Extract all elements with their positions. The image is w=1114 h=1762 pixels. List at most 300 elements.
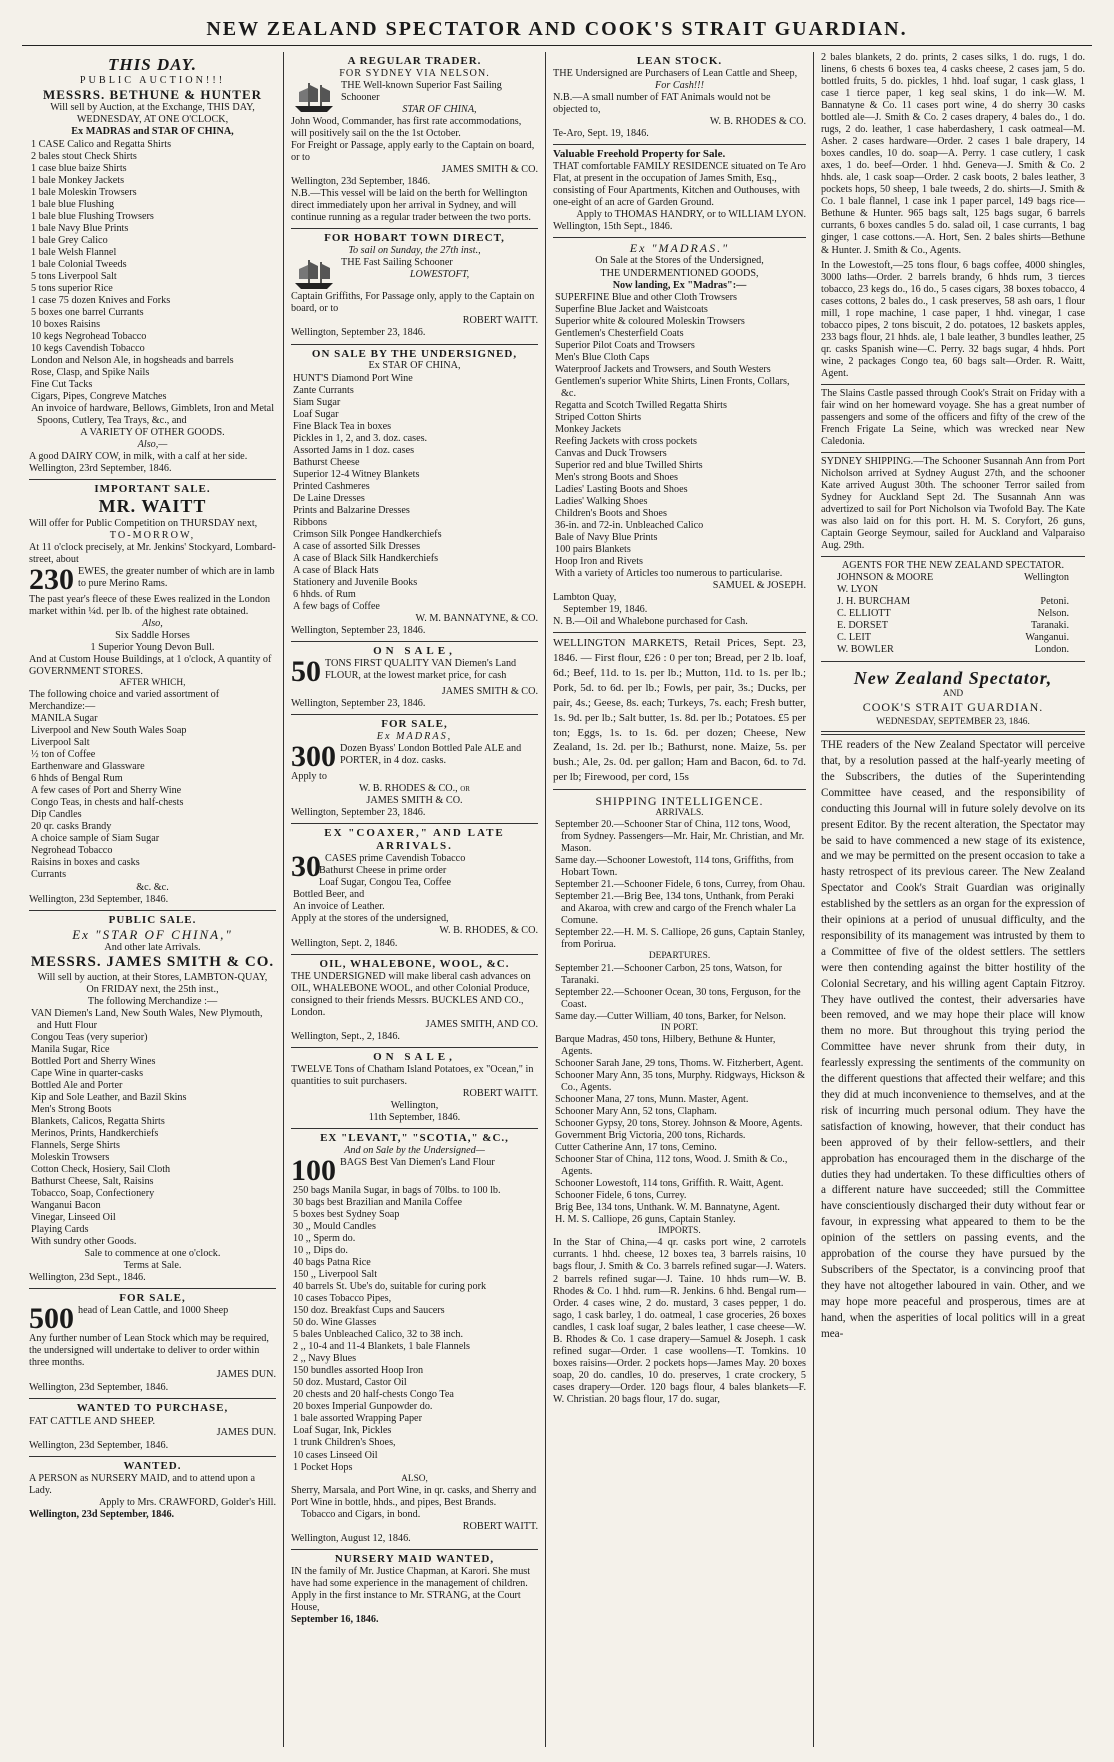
ad-head: EX "COAXER," AND LATE ARRIVALS. <box>324 827 505 853</box>
column-1 <box>22 52 284 1747</box>
ad-oil-whalebone <box>291 955 538 1048</box>
paper-and: AND <box>942 688 964 699</box>
ad-nb: N.B.—A small number of FAT Animals would not be objected to, <box>553 92 771 116</box>
ad-text: Apply to Mrs. CRAWFORD, Golder's Hill. <box>98 1496 276 1508</box>
list-item: September 22.—H. M. S. Calliope, 26 guns, Captain Stanley, from Porirua. <box>555 927 805 951</box>
ad-sig: JAMES SMITH & CO. <box>366 795 463 807</box>
list-item: Same day.—Schooner Lowestoft, 114 tons, Griffiths, from Hobart Town. <box>555 855 794 879</box>
list-item: Bottled Ale and Porter <box>31 1079 123 1091</box>
arrivals-head: ARRIVALS. <box>655 808 704 819</box>
ad-date: Wellington, 23d September, 1846. <box>29 893 169 905</box>
list-item: 100 pairs Blankets <box>555 544 631 556</box>
list-item: Superior white & coloured Moleskin Trowsers <box>555 315 745 327</box>
ad-head: ON SALE, <box>373 645 456 658</box>
list-item: A choice sample of Siam Sugar <box>31 833 160 845</box>
ad-text: THE Undersigned are Purchasers of Lean Cattle and Sheep, <box>553 67 798 79</box>
list-item: 1 bale blue Flushing Trowsers <box>31 210 154 222</box>
imports-continued: 2 bales blankets, 2 do. prints, 2 cases silks, 1 do. rugs, 1 do. linens, 6 chests 6 boxes tea, 4 casks cheese, 2 cases jam, 5 do. bottled fruits, 5 do. pickles, 1 hhd. loaf sugar, 1 cask glass, 1 case 1 tierce paper, 1 keg seal skins, 1 do ink—W. M. Bannatyne & Co. 11 cases port wine, 4 do sherry 30 casks bottled ale—J. Smith & Co. 2 cases drapery, 4 bales do., 1 do. rugs, 2 do. leather, 1 case haberdashery, 1 cask oatmeal—M. Asher. 2 cases hardware—Order. 2 cases 1 bale drapery, 14 boxes candles, 10 do. soap—A. Perry. 1 case cutlery, 1 cask axes, 1 do. beef—Order. 1 hhd. Geneva—J. Smith & Co. 2 hhds. ale, 1 cask soap—Order. 2 cask boots, 2 bales leather, 3 pockets hops, 50 sheep, 1 bale tweeds, 2 do. shirts—J. Smith & Co. 1 bale flannel, 1 case ink 1 paper parcel, 149 bags rice—Bethune & Hunter. 965 bags salt, 125 bags sugar, 6 barrels currants, 6 boxes candles 5 do. salad oil, 1 case currants, 1 bag ginger, 1 case cottons.—A. Hort, Sen. 2 bales shirts—Bethune & Hunter. J. Smith & Co., Agents. <box>821 52 1085 256</box>
list-item: Men's strong Boots and Shoes <box>555 472 678 484</box>
list-item: September 21.—Schooner Fidele, 6 tons, Currey, from Ohau. <box>555 879 806 891</box>
ad-intro: Will sell by Auction, at the Exchange, THIS DAY, WEDNESDAY, AT ONE O'CLOCK, <box>50 102 255 126</box>
ad-text: Dozen Byass' London Bottled Pale ALE and PORTER, in 4 doz. casks. <box>340 743 522 767</box>
list-item: Schooner Fidele, 6 tons, Currey. <box>555 1190 687 1202</box>
ad-sig: W. B. RHODES, & CO. <box>439 925 538 937</box>
agent-row <box>837 572 1069 584</box>
ad-hobart-town <box>291 229 538 344</box>
list-item: 10 cases Tobacco Pipes, <box>293 1293 392 1305</box>
list-item: 1 bale Moleskin Trowsers <box>31 186 137 198</box>
paper-title: New Zealand Spectator, <box>853 667 1053 688</box>
ad-text: head of Lean Cattle, and 1000 Sheep <box>78 1305 229 1317</box>
ad-date: Wellington, 23d September, 1846. <box>29 1508 175 1520</box>
list-item: 10 cases Linseed Oil <box>293 1449 378 1461</box>
ad-on-sale-flour <box>291 642 538 715</box>
list-item: 250 bags Manila Sugar, in bags of 70lbs. to 100 lb. <box>293 1184 501 1196</box>
item-list <box>29 139 276 428</box>
list-item: Striped Cotton Shirts <box>555 411 642 423</box>
ad-sig: ROBERT WAITT. <box>462 1520 538 1532</box>
list-item: A case of Black Silk Handkerchiefs <box>293 552 439 564</box>
list-item: 1 bale Navy Blue Prints <box>31 222 129 234</box>
list-item: 20 chests and 20 half-chests Congo Tea <box>293 1389 454 1401</box>
ad-text: TONS FIRST QUALITY VAN Diemen's Land FLOUR, at the lowest market price, for cash <box>325 658 517 682</box>
agent-row <box>837 584 1069 596</box>
ad-ex: Ex "MADRAS." <box>629 241 730 256</box>
agent-name: J. H. BURCHAM <box>837 596 911 608</box>
departures-head: DEPARTURES. <box>648 951 711 962</box>
ad-number: 100 <box>291 1153 336 1187</box>
list-item: Superior 12-4 Witney Blankets <box>293 468 420 480</box>
list-item: Pickles in 1, 2, and 3. doz. cases. <box>293 432 428 444</box>
list-item: 5 boxes one barrel Currants <box>31 306 144 318</box>
ad-important-sale <box>29 480 276 910</box>
ad-text: Will sell by auction, at their Stores, LAMBTON-QUAY, <box>37 971 268 983</box>
list-item: Men's Strong Boots <box>31 1103 112 1115</box>
list-item: Manila Sugar, Rice <box>31 1043 110 1055</box>
list-item: Government Brig Victoria, 200 tons, Richards. <box>555 1130 746 1142</box>
ad-date: 11th September, 1846. <box>368 1111 461 1123</box>
ad-sub: To sail on Sunday, the 27th inst., <box>348 245 481 257</box>
sydney-shipping: SYDNEY SHIPPING.—The Schooner Susannah Ann from Port Nicholson arrived at Sydney August 27th, and the schooner Kate arrived August 30th. The schooner Terror sailed from Sydney for Auckland Sept 2d. The Susannah Ann was advertized to sail for Port Nicholson via Twofold Bay. The Kate was also laid on for this port. H. M. S. Coryfort, 26 guns, Captain George Seymour, sailed for Auckland and Valparaiso Aug. 29th. <box>821 453 1085 557</box>
ad-head: IMPORTANT SALE. <box>94 483 211 496</box>
list-item: September 20.—Schooner Star of China, 112 tons, Wood, from Sydney. Passengers—Mr. Hair, Mr. Christian, and Mr. Mason. <box>555 819 805 855</box>
departures-list <box>553 963 806 1023</box>
list-item: 10 ,, Dips do. <box>293 1244 348 1256</box>
list-item: 10 ,, Sperm do. <box>293 1232 356 1244</box>
agent-place: Taranaki. <box>1030 620 1069 632</box>
ad-date: Wellington, 23d September, 1846. <box>291 176 431 188</box>
ad-text: At 11 o'clock precisely, at Mr. Jenkins' Stockyard, Lombard-street, about <box>29 541 276 565</box>
agent-place: Petoni. <box>1040 596 1069 608</box>
list-item: 20 qr. casks Brandy <box>31 821 112 833</box>
ad-levant-scotia <box>291 1129 538 1550</box>
list-item: A few cases of Port and Sherry Wine <box>31 785 182 797</box>
list-item: Rose, Clasp, and Spike Nails <box>31 367 150 379</box>
list-item: Fine Black Tea in boxes <box>293 420 392 432</box>
ad-sub: And on Sale by the Undersigned— <box>344 1144 485 1156</box>
ad-for-sale-cattle <box>29 1289 276 1398</box>
list-item: 6 hhds of Bengal Rum <box>31 773 123 785</box>
list-item: 5 tons superior Rice <box>31 282 113 294</box>
list-item: Cutter Catherine Ann, 17 tons, Cemino. <box>555 1142 717 1154</box>
ad-text: On FRIDAY next, the 25th inst., <box>86 983 219 995</box>
ad-text: Six Saddle Horses <box>115 629 190 641</box>
ad-head: LEAN STOCK. <box>636 55 723 67</box>
ad-head: FOR HOBART TOWN DIRECT, <box>324 232 505 245</box>
ad-number: 500 <box>29 1302 74 1336</box>
list-item: With a variety of Articles too numerous to particularise. <box>555 568 783 580</box>
list-item: Bathurst Cheese in prime order <box>319 865 447 877</box>
agents-list <box>821 572 1085 656</box>
list-item: De Laine Dresses <box>293 492 365 504</box>
ad-date: Wellington, Sept. 2, 1846. <box>291 937 398 949</box>
list-item: H. M. S. Calliope, 26 guns, Captain Stanley. <box>555 1214 736 1226</box>
ad-number: 300 <box>291 740 336 774</box>
ad-ex: Ex STAR OF CHINA, <box>368 360 461 372</box>
list-item: Bottled Beer, and <box>293 889 365 901</box>
ship-icon <box>291 257 337 291</box>
ad-text: BAGS Best Van Diemen's Land Flour <box>340 1156 495 1168</box>
list-item: Schooner Sarah Jane, 29 tons, Thoms. W. Fitzherbert, Agent. <box>555 1057 804 1069</box>
arrivals-list <box>553 819 806 951</box>
ad-ex: Ex MADRAS and STAR OF CHINA, <box>71 126 234 138</box>
list-item: 1 case blue baize Shirts <box>31 162 127 174</box>
shipping-head: SHIPPING INTELLIGENCE. <box>595 793 764 808</box>
ad-text: IN the family of Mr. Justice Chapman, at Karori. She must have had some experience in the management of children. <box>291 1565 531 1589</box>
ad-date: Wellington, September 23, 1846. <box>291 327 426 339</box>
ad-date: Wellington, Sept., 2, 1846. <box>291 1030 400 1042</box>
list-item: Gentlemen's superior White Shirts, Linen Fronts, Collars, &c. <box>555 375 790 399</box>
list-item: 1 bale Welsh Flannel <box>31 246 117 258</box>
masthead: NEW ZEALAND SPECTATOR AND COOK'S STRAIT GUARDIAN. <box>22 18 1092 46</box>
list-item: Regatta and Scotch Twilled Regatta Shirts <box>555 399 727 411</box>
list-item: Printed Cashmeres <box>293 480 370 492</box>
ad-firm: MESSRS. BETHUNE & HUNTER <box>42 87 263 103</box>
ad-text: CASES prime Cavendish Tobacco <box>325 853 466 865</box>
list-item: Earthenware and Glassware <box>31 761 145 773</box>
ad-sig: JAMES SMITH & CO. <box>441 686 538 698</box>
ad-head: OIL, WHALEBONE, WOOL, &C. <box>319 957 510 970</box>
agent-row <box>837 596 1069 608</box>
ad-sig: JAMES SMITH, AND CO. <box>425 1018 538 1030</box>
list-item: Blankets, Calicos, Regatta Shirts <box>31 1115 165 1127</box>
list-item: 2 bales stout Check Shirts <box>31 150 137 162</box>
list-item: Cotton Check, Hosiery, Sail Cloth <box>31 1164 171 1176</box>
list-item: 50 doz. Mustard, Castor Oil <box>293 1377 407 1389</box>
agent-row <box>837 608 1069 620</box>
slains-castle-note: The Slains Castle passed through Cook's Strait on Friday with a fair wind on her homeward voyage. She has a great number of passengers and some of the officers and fifty of the crew of the French Frigate La Seine, which was wrecked near New Caledonia. <box>821 385 1085 453</box>
list-item: VAN Diemen's Land, New South Wales, New Plymouth, and Hutt Flour <box>31 1007 263 1031</box>
ad-date: Wellington, 23d September, 1846. <box>29 1439 169 1451</box>
list-item: Ladies' Lasting Boots and Shoes <box>555 484 688 496</box>
ad-sig: W. M. BANNATYNE, & CO. <box>415 613 538 625</box>
ad-text: For Freight or Passage, apply early to the Captain on board, or to <box>291 140 535 164</box>
ad-wanted-to-purchase <box>29 1399 276 1457</box>
list-item: Superior red and blue Twilled Shirts <box>555 460 703 471</box>
list-item: Superior Pilot Coats and Trowsers <box>555 339 695 351</box>
ad-date: September 16, 1846. <box>291 1613 379 1625</box>
ad-text: EWES, the greater number of which are in lamb to pure Merino Rams. <box>78 565 275 589</box>
list-item: Loaf Sugar, Ink, Pickles <box>293 1425 392 1437</box>
paper-subtitle: COOK'S STRAIT GUARDIAN. <box>862 699 1044 714</box>
list-item: 1 Pocket Hops <box>293 1461 353 1473</box>
ad-text: THAT comfortable FAMILY RESIDENCE situated on Te Aro Flat, at present in the occupation of James Smith, Esq., consisting of Four Apartments, Kitchen and Outhouses, with one-eight of an acre of Garden Ground. <box>553 161 806 209</box>
agent-row <box>837 644 1069 656</box>
ad-text: Tobacco and Cigars, in bond. <box>301 1508 421 1520</box>
ad-head: A REGULAR TRADER. <box>347 55 482 67</box>
in-port-head: IN PORT. <box>660 1022 699 1033</box>
list-item: Kip and Sole Leather, and Bazil Skins <box>31 1091 187 1103</box>
ad-head: FOR SALE, <box>381 718 448 731</box>
list-item: Liverpool and New South Wales Soap <box>31 725 187 737</box>
ad-firm: MESSRS. JAMES SMITH & CO. <box>30 953 275 970</box>
agent-name: E. DORSET <box>837 620 888 632</box>
ad-nursery-maid <box>291 1550 538 1630</box>
ad-head: EX "LEVANT," "SCOTIA," &C., <box>320 1131 509 1144</box>
list-item: 1 bale blue Flushing <box>31 198 114 210</box>
list-item: Assorted Jams in 1 doz. cases <box>293 444 415 456</box>
list-item: Currants <box>31 869 67 881</box>
ad-text: Sale to commence at one o'clock. <box>84 1248 221 1260</box>
ad-text: Apply to <box>291 771 327 783</box>
ad-text: The following choice and varied assortment of Merchandize:— <box>29 689 220 713</box>
ad-sig: JAMES SMITH & CO. <box>441 164 538 176</box>
list-item: Raisins in boxes and casks <box>31 857 140 869</box>
ad-nb: N. B.—Oil and Whalebone purchased for Cash. <box>553 616 748 628</box>
list-item: Congo Teas, in chests and half-chests <box>31 797 184 809</box>
ad-date: Wellington, <box>390 1099 439 1111</box>
list-item: London and Nelson Ale, in hogsheads and barrels <box>31 355 234 367</box>
list-item: Vinegar, Linseed Oil <box>31 1212 116 1224</box>
ad-sig: JAMES DUN. <box>216 1427 276 1439</box>
list-item: Reefing Jackets with cross pockets <box>555 435 698 447</box>
ad-head: WANTED TO PURCHASE, <box>76 1401 229 1414</box>
ad-number: 230 <box>29 562 74 596</box>
item-list <box>29 713 276 881</box>
ad-text: THE Fast Sailing Schooner <box>341 257 453 269</box>
agent-name: JOHNSON & MOORE <box>837 572 934 584</box>
ad-route: FOR SYDNEY VIA NELSON. <box>339 67 490 79</box>
list-item: Canvas and Duck Trowsers <box>555 447 667 459</box>
ad-date: Wellington, September 23, 1846. <box>291 807 426 819</box>
list-item: September 21.—Brig Bee, 134 tons, Unthank, from Peraki and Akaroa, with crew and cargo of the French whaler La Comune. <box>555 891 796 927</box>
list-item: Cigars, Pipes, Congreve Matches <box>31 391 167 403</box>
list-item: Moleskin Trowsers <box>31 1152 110 1164</box>
list-item: 36-in. and 72-in. Unbleached Calico <box>555 520 704 532</box>
list-item: Playing Cards <box>31 1224 89 1236</box>
list-item: SUPERFINE Blue and other Cloth Trowsers <box>555 291 737 303</box>
list-item: With sundry other Goods. <box>31 1236 137 1248</box>
ad-on-sale-undersigned <box>291 345 538 643</box>
ad-date: September 19, 1846. <box>563 604 648 616</box>
list-item: 5 bales Unbleached Calico, 32 to 38 inch. <box>293 1329 464 1341</box>
list-item: 10 kegs Cavendish Tobacco <box>31 343 145 355</box>
ad-sub: And other late Arrivals. <box>104 941 201 953</box>
paper-dateline: WEDNESDAY, SEPTEMBER 23, 1846. <box>876 716 1030 727</box>
list-item: A case of Black Hats <box>293 565 379 576</box>
list-item: 40 barrels St. Ube's do, suitable for curing pork <box>293 1281 487 1293</box>
list-item: 2 ,, 10-4 and 11-4 Blankets, 1 bale Flannels <box>293 1341 471 1353</box>
item-list <box>29 1008 276 1249</box>
ad-date: Wellington, September 23, 1846. <box>291 625 426 637</box>
ad-head: NURSERY MAID WANTED, <box>334 1552 495 1565</box>
item-list <box>291 865 538 913</box>
ad-name: MR. WAITT <box>98 496 207 517</box>
list-item: An invoice of hardware, Bellows, Gimblets, Iron and Metal Spoons, Cutlery, Tea Trays, &c., and <box>31 403 275 427</box>
list-item: Barque Madras, 450 tons, Hilbery, Bethune & Hunter, Agents. <box>555 1033 776 1057</box>
ad-head: Valuable Freehold Property for Sale. <box>553 148 726 161</box>
list-item: Stationery and Juvenile Books <box>293 577 418 589</box>
list-item: 1 bale Colonial Tweeds <box>31 258 127 270</box>
list-item: Schooner Mary Ann, 52 tons, Clapham. <box>555 1106 717 1117</box>
ad-sig: W. B. RHODES & CO. <box>709 116 806 128</box>
ad-nb: N.B.—This vessel will be laid on the berth for Wellington direct immediately upon her arrival in Sydney, and will continue running as a regular trader between the two ports. <box>291 188 531 224</box>
list-item: September 22.—Schooner Ocean, 30 tons, Ferguson, for the Coast. <box>555 986 801 1010</box>
list-item: HUNT'S Diamond Port Wine <box>293 372 413 384</box>
list-item: 150 doz. Breakfast Cups and Saucers <box>293 1305 445 1317</box>
ad-date: Wellington, August 12, 1846. <box>291 1532 411 1544</box>
list-item: 10 kegs Negrohead Tobacco <box>31 331 147 342</box>
list-item: Children's Boots and Shoes <box>555 508 667 520</box>
list-item: 10 boxes Raisins <box>31 318 101 330</box>
ad-date: Wellington, 23d September, 1846. <box>29 1381 169 1393</box>
list-item: Schooner Lowestoft, 114 tons, Griffith. R. Waitt, Agent. <box>555 1178 784 1190</box>
ad-text: THE UNDERMENTIONED GOODS, <box>600 267 759 279</box>
list-item: Schooner Mana, 27 tons, Munn. Master, Agent. <box>555 1093 749 1105</box>
agent-name: W. BOWLER <box>837 644 894 656</box>
imports-head: IMPORTS. <box>658 1226 701 1237</box>
ad-sig: ROBERT WAITT. <box>462 1087 538 1099</box>
ship-icon <box>291 80 337 114</box>
list-item: 20 boxes Imperial Gunpowder do. <box>293 1401 433 1413</box>
agent-row <box>837 632 1069 644</box>
list-item: 30 bags best Brazilian and Manila Coffee <box>293 1196 462 1208</box>
list-item: An invoice of Leather. <box>293 901 385 913</box>
list-item: Ladies' Walking Shoes <box>555 496 648 508</box>
ad-text: Sherry, Marsala, and Port Wine, in qr. casks, and Sherry and Port Wine in bottle, hhds., and pipes, Best Brands. <box>291 1484 537 1508</box>
ad-text: FAT CATTLE AND SHEEP. <box>29 1414 156 1427</box>
column-4 <box>814 52 1092 1747</box>
ad-title: THIS DAY. <box>108 55 197 74</box>
list-item: 1 trunk Children's Shoes, <box>293 1437 396 1449</box>
ad-head: ON SALE, <box>373 1050 456 1063</box>
ad-sig: SAMUEL & JOSEPH. <box>712 580 806 592</box>
list-item: 1 CASE Calico and Regatta Shirts <box>31 138 172 150</box>
ad-text: 1 Superior Young Devon Bull. <box>90 641 215 653</box>
ad-tomorrow: TO-MORROW, <box>109 529 196 541</box>
ad-ship: STAR OF CHINA, <box>402 104 477 116</box>
list-item: 2 ,, Navy Blues <box>293 1353 357 1365</box>
list-item: 1 bale Grey Calico <box>31 234 108 246</box>
list-item: Loaf Sugar <box>293 408 339 420</box>
list-item: Wanganui Bacon <box>31 1200 101 1212</box>
list-item: Fine Cut Tacks <box>31 379 93 391</box>
ad-cow: A good DAIRY COW, in milk, with a calf at her side. <box>29 451 248 463</box>
list-item: 5 tons Liverpool Salt <box>31 270 117 282</box>
list-item: Brig Bee, 134 tons, Unthank. W. M. Bannatyne, Agent. <box>555 1202 780 1214</box>
ad-text: On Sale at the Stores of the Undersigned, <box>595 255 764 267</box>
ad-potatoes <box>291 1048 538 1129</box>
agents-head: AGENTS FOR THE NEW ZEALAND SPECTATOR. <box>841 560 1065 572</box>
ad-head: PUBLIC SALE. <box>108 913 197 926</box>
agent-place: Wellington <box>1023 572 1069 584</box>
item-list <box>553 292 806 581</box>
ad-text: The past year's fleece of these Ewes realized in the London market within ¼d. per lb. of the highest rate obtained. <box>29 593 271 617</box>
ad-text: A PERSON as NURSERY MAID, and to attend upon a Lady. <box>29 1472 256 1496</box>
list-item: Bathurst Cheese <box>293 456 360 468</box>
ad-text: Apply in the first instance to Mr. STRANG, at the Court House, <box>291 1589 521 1613</box>
ad-etc: &c. &c. <box>136 881 169 893</box>
ad-text: TWELVE Tons of Chatham Island Potatoes, ex "Ocean," in quantities to suit purchasers. <box>291 1063 534 1087</box>
list-item: Loaf Sugar, Congou Tea, Coffee <box>319 877 452 889</box>
agent-place: Nelson. <box>1037 608 1069 620</box>
ad-regular-trader <box>291 52 538 229</box>
ad-text: The following Merchandize :— <box>87 995 218 1007</box>
agents-box <box>821 557 1085 661</box>
shipping-intelligence <box>553 794 806 1406</box>
ad-date: Lambton Quay, <box>553 592 617 604</box>
ad-ex: Ex MADRAS, <box>376 731 453 743</box>
list-item: 150 bundles assorted Hoop Iron <box>293 1365 424 1377</box>
ad-ex-madras <box>553 238 806 633</box>
ad-head: FOR SALE, <box>119 1292 186 1305</box>
list-item: Men's Blue Cloth Caps <box>555 351 650 363</box>
column-3 <box>546 52 814 1747</box>
list-item: Bale of Navy Blue Prints <box>555 532 658 544</box>
list-item: 5 boxes best Sydney Soap <box>293 1208 400 1220</box>
ad-number: 30 <box>291 850 321 884</box>
list-item: Monkey Jackets <box>555 423 621 435</box>
ad-text: John Wood, Commander, has first rate accommodations, will positively sail on the the 1st October. <box>291 116 522 140</box>
ad-date: Wellington, 15th Sept., 1846. <box>553 221 673 233</box>
ad-number: 50 <box>291 655 321 689</box>
ad-public-sale <box>29 911 276 1290</box>
ad-head: WANTED. <box>123 1459 182 1472</box>
item-list <box>291 1185 538 1474</box>
ad-also: ALSO, <box>401 1473 428 1484</box>
ad-date: Wellington, September 23, 1846. <box>291 698 426 710</box>
agent-place: London. <box>1034 644 1069 656</box>
list-item: 6 hhds. of Rum <box>293 589 356 601</box>
ad-text: And at Custom House Buildings, at 1 o'clock, A quantity of GOVERNMENT STORES. <box>29 653 272 677</box>
list-item: Cape Wine in quarter-casks <box>31 1067 144 1079</box>
ad-date: Wellington, 23rd September, 1846. <box>29 463 172 475</box>
ad-sig: JAMES DUN. <box>216 1369 276 1381</box>
list-item: Schooner Gypsy, 20 tons, Storey. Johnson & Moore, Agents. <box>555 1118 803 1130</box>
agent-name: W. LYON <box>837 584 879 596</box>
list-item: 1 bale assorted Wrapping Paper <box>293 1413 422 1425</box>
list-item: Gentlemen's Chesterfield Coats <box>555 327 684 339</box>
ad-subtitle: PUBLIC AUCTION!!! <box>79 75 226 87</box>
ad-also: Also, <box>142 617 163 629</box>
ad-sig: ROBERT WAITT. <box>462 315 538 327</box>
list-item: Tobacco, Soap, Confectionery <box>31 1188 155 1200</box>
agent-name: C. ELLIOTT <box>837 608 891 620</box>
ad-apply: Apply to THOMAS HANDRY, or to WILLIAM LYON. <box>576 209 806 221</box>
imports-text: In the Star of China,—4 qr. casks port wine, 2 carrotels currants. 1 hhd. cheese, 12 boxes tea, 3 barrels raisins, 10 bags flour, J. Smith & Co. 3 barrels refined sugar—J. Waters. 2 barrels refined sugar—J. Taine. 10 hhds rum—W. B. Rhodes & Co. 1 hhd. rum—R. Jenkins. 6 hhd. Bengal rum—Order. 4 cases wine, 2 do. mustard, 3 cases pepper, 1 do. sago, 1 cask barley, 1 do. oatmeal, 1 case groceries, 26 boxes candles, 1 cask loaf sugar, 2 bales leather, 1 case cheese—W. B. Rhodes & Co. 1 case drapery—Samuel & Joseph. 1 cask refined sugar—Order. 1 case woollens—T. Tomkins. 10 boxes raisins—Order. 2 pockets hops—James May. 20 boxes soap, 20 do. candles, 10 do. preserves, 1 crate crockery, 5 cases drapery—Order. 120 bags flour, 4 bales blankets—F. W. Christian. 20 bags flour, 17 do. sugar, <box>553 1237 806 1405</box>
item-list <box>291 373 538 614</box>
list-item: 150 ,, Liverpool Salt <box>293 1269 378 1281</box>
ad-coaxer <box>291 824 538 954</box>
ad-text: THE UNDERSIGNED will make liberal cash advances on OIL, WHALEBONE WOOL, and other Colonial Produce, consigned to their friends Messrs. BUCKLES AND CO., London. <box>291 970 531 1018</box>
list-item: 30 ,, Mould Candles <box>293 1220 376 1232</box>
in-port-list <box>553 1034 806 1227</box>
list-item: A case of assorted Silk Dresses <box>293 540 421 552</box>
list-item: Ribbons <box>293 516 327 528</box>
list-item: Flannels, Serge Shirts <box>31 1140 120 1152</box>
ad-lean-stock <box>553 52 806 145</box>
list-item: Superfine Blue Jacket and Waistcoats <box>555 303 708 315</box>
